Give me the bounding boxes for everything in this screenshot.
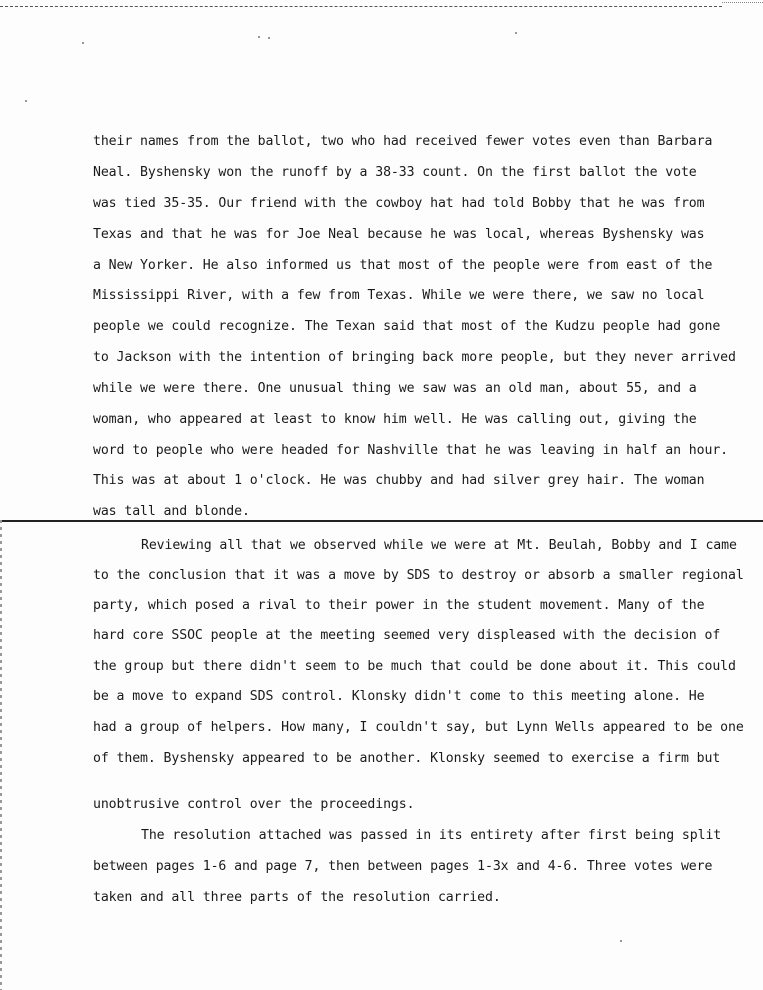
text-line: party, which posed a rival to their power in the student movement. Many of the bbox=[93, 598, 705, 613]
text-line: people we could recognize. The Texan said that most of the Kudzu people had gone bbox=[93, 319, 721, 334]
text-line: the group but there didn't seem to be much that could be done about it. This could bbox=[93, 659, 736, 674]
scan-speck bbox=[268, 37, 270, 39]
text-line: Reviewing all that we observed while we were at Mt. Beulah, Bobby and I came bbox=[141, 538, 737, 553]
section-divider bbox=[0, 520, 763, 522]
text-line: word to people who were headed for Nashville that he was leaving in half an hour. bbox=[93, 443, 729, 458]
scan-speck bbox=[258, 36, 260, 38]
text-line: to Jackson with the intention of bringing back more people, but they never arrived bbox=[93, 350, 736, 365]
scan-edge bbox=[0, 520, 2, 990]
text-line: This was at about 1 o'clock. He was chubby and had silver grey hair. The woman bbox=[93, 473, 705, 488]
text-line: hard core SSOC people at the meeting seemed very displeased with the decision of bbox=[93, 628, 721, 643]
scan-speck bbox=[25, 100, 27, 102]
top-rule bbox=[0, 6, 722, 7]
scan-speck bbox=[620, 940, 622, 942]
text-line: of them. Byshensky appeared to be another. Klonsky seemed to exercise a firm but bbox=[93, 751, 721, 766]
text-line: between pages 1-6 and page 7, then between pages 1-3x and 4-6. Three votes were bbox=[93, 859, 713, 874]
scan-speck bbox=[515, 32, 517, 34]
text-line: was tall and blonde. bbox=[93, 504, 250, 519]
text-line: Mississippi River, with a few from Texas. While we were there, we saw no local bbox=[93, 288, 705, 303]
text-line: had a group of helpers. How many, I couldn't say, but Lynn Wells appeared to be one bbox=[93, 720, 744, 735]
top-rule-dots bbox=[722, 2, 763, 3]
text-line: woman, who appeared at least to know him well. He was calling out, giving the bbox=[93, 412, 697, 427]
text-line: their names from the ballot, two who had received fewer votes even than Barbara bbox=[93, 134, 713, 149]
text-line: Neal. Byshensky won the runoff by a 38-33 count. On the first ballot the vote bbox=[93, 165, 697, 180]
text-line: taken and all three parts of the resolution carried. bbox=[93, 890, 501, 905]
text-line: a New Yorker. He also informed us that most of the people were from east of the bbox=[93, 258, 713, 273]
text-line: to the conclusion that it was a move by SDS to destroy or absorb a smaller regional bbox=[93, 568, 744, 583]
scan-speck bbox=[82, 42, 84, 44]
text-line: The resolution attached was passed in its entirety after first being split bbox=[141, 828, 722, 843]
text-line: was tied 35-35. Our friend with the cowboy hat had told Bobby that he was from bbox=[93, 196, 705, 211]
text-line: unobtrusive control over the proceedings. bbox=[93, 797, 415, 812]
text-line: while we were there. One unusual thing we saw was an old man, about 55, and a bbox=[93, 381, 697, 396]
text-line: be a move to expand SDS control. Klonsky didn't come to this meeting alone. He bbox=[93, 689, 705, 704]
text-line: Texas and that he was for Joe Neal because he was local, whereas Byshensky was bbox=[93, 227, 705, 242]
